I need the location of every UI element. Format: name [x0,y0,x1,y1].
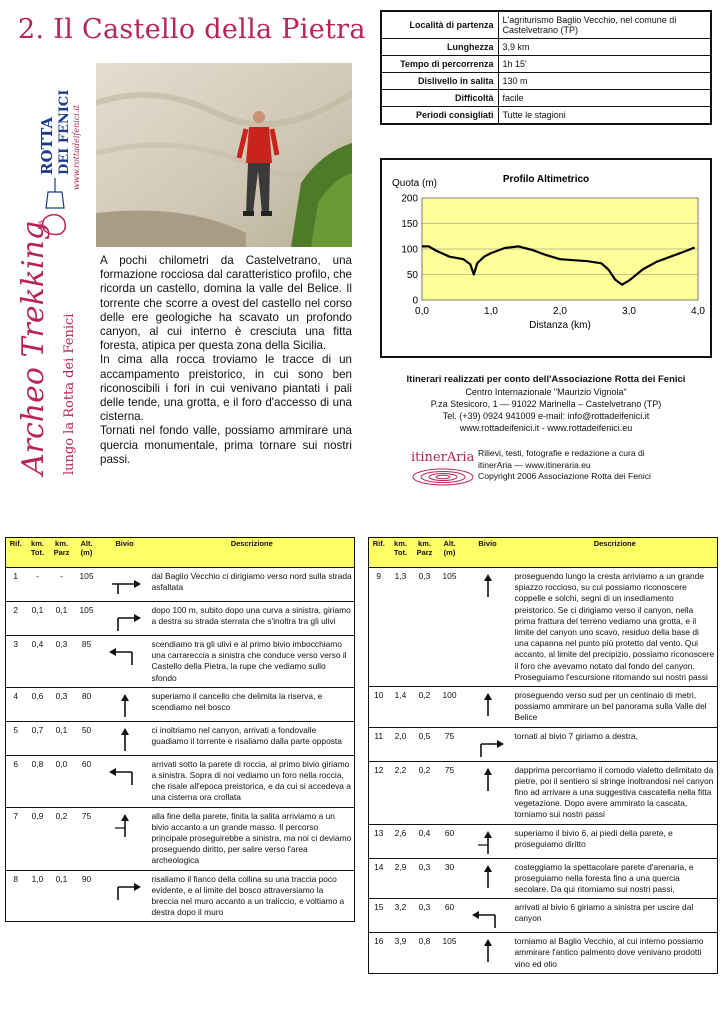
straight-arrow-icon [469,572,507,598]
association-line: Tel. (+39) 0924 941009 e-mail: info@rottadeifenici.it [442,411,650,421]
chart-title: Profilo Altimetrico [502,174,590,185]
cell-parz: 0,2 [413,761,437,824]
cell-parz: 0,2 [413,687,437,728]
cell-description: arrivati sotto la parete di roccia, al primo bivio giriamo a sinistra. Sopra di noi vediamo un foro nella roccia, che risale all'epoca preistorica, e da cui si accedeva a una cisterna ora crollata [150,755,355,807]
cell-tot: 3,9 [389,933,413,974]
cell-rif: 13 [369,824,389,858]
intro-text [100,254,352,467]
cell-alt: 50 [74,721,100,755]
info-label: Lunghezza [381,39,498,56]
association-line: P.za Stesicoro, 1 — 91022 Marinella – Castelvetrano (TP) [430,399,662,409]
table-row [369,727,718,761]
cell-tot: 2,2 [389,761,413,824]
cell-tot: 2,9 [389,858,413,899]
cell-bivio [463,687,513,728]
cell-bivio [463,761,513,824]
info-value: 130 m [498,73,711,90]
table-header-row [6,538,355,568]
left-arrow-icon [106,760,144,786]
cell-tot: 0,6 [26,687,50,721]
col-header-km-parz: km. Parz [50,538,74,568]
cell-parz: 0,3 [413,899,437,933]
table-header-row [369,538,718,568]
info-value: 3,9 km [498,39,711,56]
cell-description: ci inoltriamo nel canyon, arrivati a fondovalle guadiamo il torrente e risaliamo dalla parte opposta [150,721,355,755]
col-header-desc: Descrizione [513,538,718,568]
cell-parz: 0,0 [50,755,74,807]
association-line: www.rottadeifenici.it - www.rottadeifenici.eu [459,423,633,433]
info-label: Località di partenza [381,11,498,39]
cell-alt: 105 [437,933,463,974]
col-header-bivio: Bivio [463,538,513,568]
cell-parz: 0,1 [50,870,74,922]
table-row [369,568,718,687]
cell-rif: 12 [369,761,389,824]
cell-alt: 80 [74,687,100,721]
straight-arrow-icon [106,692,144,718]
cell-tot: 2,6 [389,824,413,858]
cell-alt: 105 [74,602,100,636]
cell-bivio [100,687,150,721]
cell-alt: 100 [437,687,463,728]
cell-description: alla fine della parete, finita la salita arriviamo a un bivio accanto a un grande masso. Il percorso principale proseguirebbe a sinistra, ma noi ci deviamo proseguendo diritto, per salire verso l'area archeologica [150,807,355,870]
info-row [381,90,711,107]
cell-rif: 14 [369,858,389,899]
col-header-desc: Descrizione [150,538,355,568]
table-row [6,870,355,922]
straight-arrow-icon [469,766,507,792]
credits-line: Rilievi, testi, fotografie e redazione a cura di [478,448,645,458]
cell-rif: 11 [369,727,389,761]
cell-tot: 0,4 [26,636,50,688]
cell-bivio [463,899,513,933]
intro-paragraph: A pochi chilometri da Castelvetrano, una formazione rocciosa dal caratteristico profilo, che ricorda un castello, domina la valle del Belice. Il torrente che scorre a ovest del castello nel corso delle ere geologiche ha scavato un profondo canyon, al cui interno è cresciuta una fitta foresta, atipica per questa zona della Sicilia. [100,254,352,353]
x-axis-label: Distanza (km) [529,320,591,331]
cell-bivio [100,721,150,755]
itineraria-logo [410,447,476,487]
brand-url: www.rottadeifenici.it [72,104,81,190]
cell-description: torniamo al Baglio Vecchio, al cui interno possiamo ammirare l'antico palmento dove venivano prodotti vino ed olio [513,933,718,974]
cell-rif: 4 [6,687,26,721]
cell-bivio [100,870,150,922]
x-tick-label: 2,0 [553,306,567,317]
vertical-title: Archeo Trekking [16,220,51,475]
col-header-km-parz: km. Parz [413,538,437,568]
cell-rif: 8 [6,870,26,922]
table-row [6,721,355,755]
cell-tot: 0,8 [26,755,50,807]
cell-alt: 105 [437,568,463,687]
cell-rif: 2 [6,602,26,636]
straight-fork-arrow-icon [469,829,507,855]
route-info-table [380,10,712,125]
cell-tot: 3,2 [389,899,413,933]
cell-parz: - [50,568,74,602]
cell-bivio [463,824,513,858]
info-row [381,56,711,73]
col-header-rif: Rif. [369,538,389,568]
cell-rif: 3 [6,636,26,688]
col-header-alt: Alt. (m) [437,538,463,568]
info-value: L'agriturismo Baglio Vecchio, nel comune di Castelvetrano (TP) [498,11,711,39]
cell-tot: 2,0 [389,727,413,761]
cell-alt: 85 [74,636,100,688]
cell-parz: 0,3 [413,568,437,687]
info-row [381,73,711,90]
cell-description: tornati al bivio 7 giriamo a destra, [513,727,718,761]
cell-tot: - [26,568,50,602]
cell-alt: 75 [437,761,463,824]
right-arrow-icon [106,875,144,901]
table-row [369,687,718,728]
cell-tot: 0,7 [26,721,50,755]
col-header-km-tot: km. Tot. [389,538,413,568]
cell-alt: 75 [437,727,463,761]
table-row [369,933,718,974]
x-tick-label: 3,0 [622,306,636,317]
info-label: Tempo di percorrenza [381,56,498,73]
cell-alt: 75 [74,807,100,870]
page-title: 2. Il Castello della Pietra [18,14,366,45]
cell-description: arrivati al bivio 6 giriamo a sinistra per uscire dal canyon [513,899,718,933]
info-label: Dislivello in salita [381,73,498,90]
col-header-alt: Alt. (m) [74,538,100,568]
cell-parz: 0,1 [50,721,74,755]
col-header-km-tot: km. Tot. [26,538,50,568]
col-header-rif: Rif. [6,538,26,568]
straight-arrow-icon [469,863,507,889]
cell-rif: 9 [369,568,389,687]
cell-bivio [463,568,513,687]
cell-parz: 0,3 [50,687,74,721]
cell-bivio [100,602,150,636]
table-row [6,602,355,636]
intro-paragraph: In cima alla rocca troviamo le tracce di un accampamento preistorico, in cui sono ben riconoscibili i fori in cui venivano piantati i pali delle tende, una grotta, e il foro d'accesso di una cisterna. [100,353,352,424]
table-row [6,687,355,721]
straight-arrow-icon [469,937,507,963]
cell-rif: 1 [6,568,26,602]
table-row [369,761,718,824]
table-row [6,807,355,870]
right-arrow-icon [106,606,144,632]
info-value: Tutte le stagioni [498,107,711,125]
cell-bivio [100,568,150,602]
credits [478,448,718,483]
left-arrow-icon [106,640,144,666]
cell-tot: 0,9 [26,807,50,870]
straight-arrow-icon [106,726,144,752]
cell-rif: 7 [6,807,26,870]
itineraria-logo-text: itinerAria [411,450,475,465]
cell-rif: 5 [6,721,26,755]
cell-tot: 1,0 [26,870,50,922]
table-row [6,568,355,602]
info-row [381,11,711,39]
association-heading: Itinerari realizzati per conto dell'Associazione Rotta dei Fenici [406,374,686,385]
cell-parz: 0,8 [413,933,437,974]
cell-parz: 0,3 [413,858,437,899]
y-tick-label: 200 [401,193,418,205]
svg-text:LA: LA [38,220,44,230]
vertical-subtitle: lungo la Rotta dei Fenici [62,313,77,475]
y-axis-label: Quota (m) [392,178,438,189]
x-tick-label: 1,0 [484,306,498,317]
cell-tot: 0,1 [26,602,50,636]
table-row [369,899,718,933]
elevation-chart-svg [382,160,710,356]
y-tick-label: 150 [401,219,418,230]
table-row [369,858,718,899]
cell-description: superiamo il cancello che delimita la riserva, e scendiamo nel bosco [150,687,355,721]
intro-paragraph: Tornati nel fondo valle, possiamo ammirare una quercia monumentale, prima tornare sui nostri passi. [100,424,352,466]
cell-description: scendiamo tra gli ulivi e al primo bivio imbocchiamo una carrareccia a sinistra che conduce verso verso il Castello della Pietra, la rupe che vediamo sullo sfondo [150,636,355,688]
cell-bivio [463,933,513,974]
info-row [381,107,711,125]
cell-bivio [463,858,513,899]
cell-description: costeggiamo la spettacolare parete d'arenaria, e proseguiamo nella foresta fino a una quercia secolare. Da qui ritorniamo sui nostri passi, [513,858,718,899]
association-line: Centro Internazionale "Maurizio Vignola" [465,387,627,397]
cell-rif: 10 [369,687,389,728]
cell-alt: 60 [437,899,463,933]
cell-description: dapprima percorriamo il comodo vialetto delimitato da pietre, poi il sentiero si stringe inoltrandosi nel canyon fino ad arrivare a una suggestiva cascatella nella fitta vegetazione. Dopo avere ammirato la cascata, torniamo sui nostri passi [513,761,718,824]
elevation-profile-chart [380,158,712,358]
info-label: Periodi consigliati [381,107,498,125]
cell-alt: 60 [437,824,463,858]
side-branding [4,60,94,500]
y-tick-label: 0 [412,295,418,307]
left-arrow-icon [469,903,507,929]
route-table-left [5,537,355,922]
association-info [380,374,712,434]
cell-rif: 16 [369,933,389,974]
svg-text:DEI FENICI: DEI FENICI [57,89,72,175]
cell-alt: 60 [74,755,100,807]
table-row [6,755,355,807]
cell-parz: 0,3 [50,636,74,688]
start-right-arrow-icon [106,572,144,598]
cell-parz: 0,4 [413,824,437,858]
cell-description: superiamo il bivio 6, ai piedi della parete, e proseguiamo diritto [513,824,718,858]
cell-parz: 0,5 [413,727,437,761]
cell-tot: 1,4 [389,687,413,728]
y-tick-label: 100 [401,244,418,256]
col-header-bivio: Bivio [100,538,150,568]
credits-line: itinerAria — www.itineraria.eu [478,459,591,470]
cell-description: proseguendo verso sud per un centinaio di metri, possiamo ammirare un bel panorama sulla Valle del Belice [513,687,718,728]
cell-bivio [100,755,150,807]
svg-text:ROTTA: ROTTA [38,116,56,175]
cell-alt: 105 [74,568,100,602]
straight-fork-arrow-icon [106,812,144,838]
x-tick-label: 4,0 [691,306,705,317]
cell-parz: 0,2 [50,807,74,870]
info-value: 1h 15' [498,56,711,73]
cell-alt: 30 [437,858,463,899]
credits-line: Copyright 2006 Associazione Rotta dei Fenici [478,471,651,481]
x-tick-label: 0,0 [415,306,429,317]
cell-bivio [463,727,513,761]
straight-arrow-icon [469,691,507,717]
cell-bivio [100,636,150,688]
info-row [381,39,711,56]
right-arrow-icon [469,732,507,758]
info-value: facile [498,90,711,107]
cell-alt: 90 [74,870,100,922]
y-tick-label: 50 [406,270,418,281]
table-row [6,636,355,688]
cell-tot: 1,3 [389,568,413,687]
table-row [369,824,718,858]
cell-bivio [100,807,150,870]
cell-parz: 0,1 [50,602,74,636]
route-table-right [368,537,718,974]
cell-rif: 6 [6,755,26,807]
cell-rif: 15 [369,899,389,933]
cell-description: proseguendo lungo la cresta arriviamo a un grande spiazzo roccioso, su cui possiamo riconoscere coppelle e solchi, segni di un insediamento preistorico. Se ci dirigiamo verso il canyon, nella prima frattura del terreno vediamo una grotta, e il limite del canyon uno scavo, residuo della base di una capanna nel punto più protetto dal vento. Qui accanto, al limite del precipizio, possiamo riconoscere il foro che avevamo notato dal fondo del canyon. Proseguiamo l'escursione ritornando sui nostri passi [513,568,718,687]
hiker-photo [96,63,352,247]
info-label: Difficoltà [381,90,498,107]
cell-description: dopo 100 m, subito dopo una curva a sinistra, giriamo a destra su strada sterrata che s'inoltra tra gli ulivi [150,602,355,636]
rotta-dei-fenici-logo [38,80,72,240]
cell-description: dal Baglio Vecchio ci dirigiamo verso nord sulla strada asfaltata [150,568,355,602]
cell-description: risaliamo il fianco della collina su una traccia poco evidente, e al limite del bosco attraversiamo la breccia nel muro accanto a un traliccio, e voltiamo a destra dopo il muro [150,870,355,922]
